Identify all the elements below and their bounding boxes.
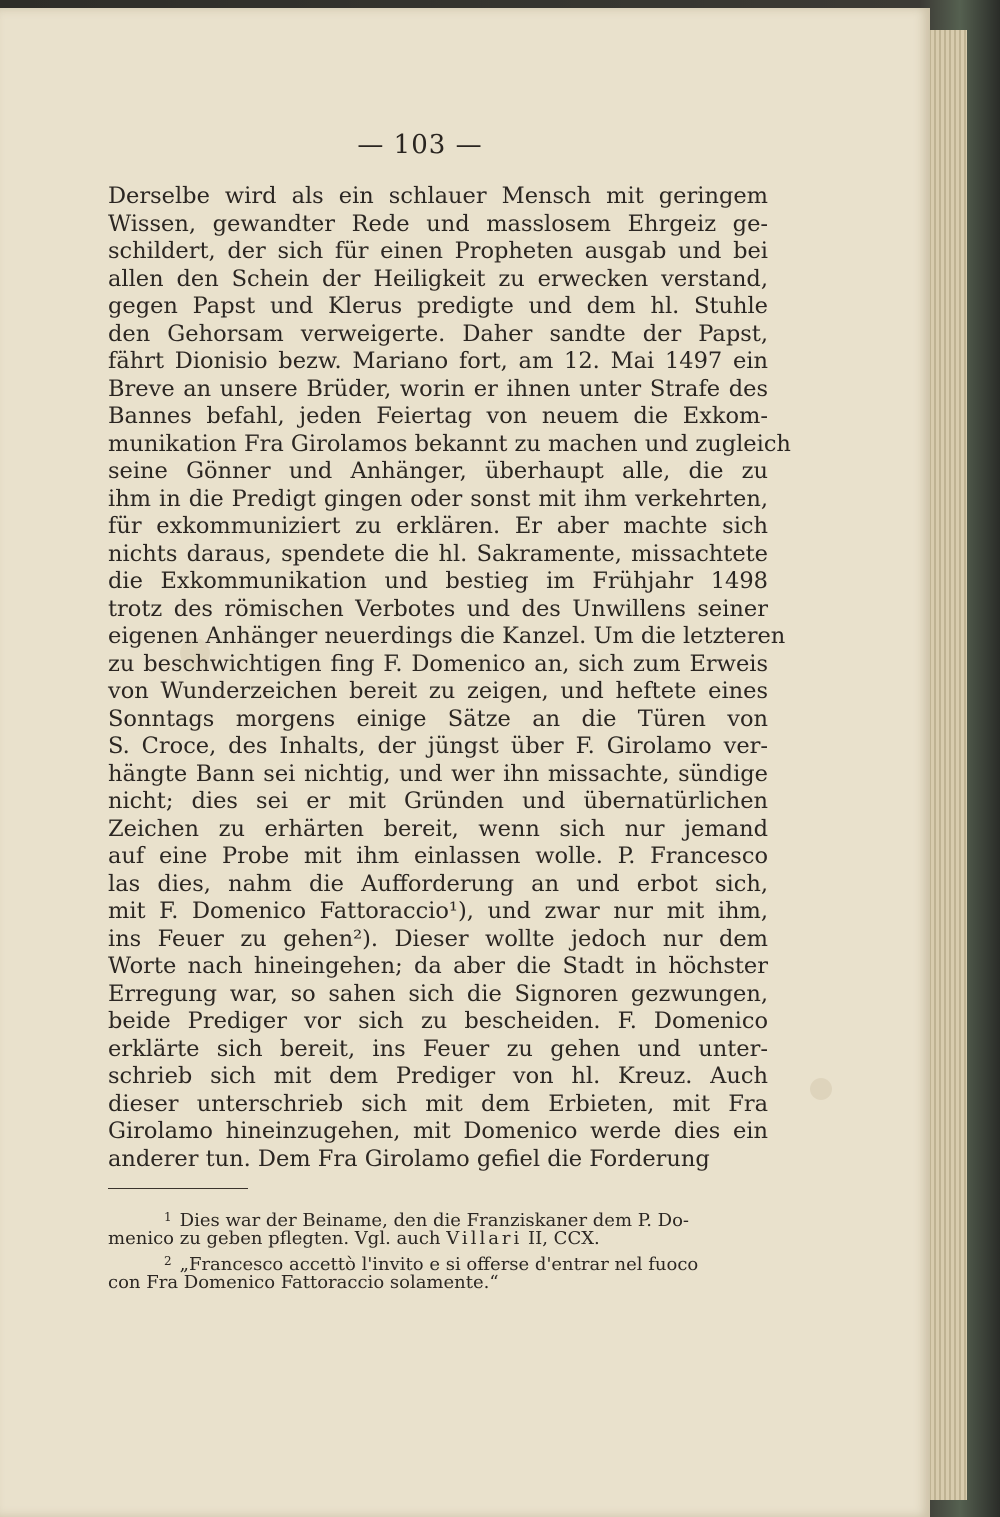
body-line: den Gehorsam verweigerte. Daher sandte der Papst, <box>108 320 768 347</box>
body-line: Wissen, gewandter Rede und masslosem Ehrgeiz ge- <box>108 210 768 237</box>
body-line: auf eine Probe mit ihm einlassen wolle. P. Francesco <box>108 843 768 869</box>
body-line: schrieb sich mit dem Prediger von hl. Kreuz. Auch <box>108 1063 768 1089</box>
body-line: dieser unterschrieb sich mit dem Erbieten, mit Fra <box>108 1090 768 1117</box>
body-line: zu beschwichtigen fing F. Domenico an, sich zum Erweis <box>108 650 768 677</box>
footnote-2-marker: 2 <box>164 1254 172 1268</box>
body-line: mit F. Domenico Fattoraccio¹), und zwar nur mit ihm, <box>108 898 768 924</box>
body-line: trotz des römischen Verbotes und des Unwillens seiner <box>108 595 768 622</box>
body-line: ins Feuer zu gehen²). Dieser wollte jedoch nur dem <box>108 925 768 952</box>
paper-stain <box>810 1078 832 1100</box>
body-line: gegen Papst und Klerus predigte und dem hl. Stuhle <box>108 293 768 319</box>
body-line: nicht; dies sei er mit Gründen und übernatürlichen <box>108 788 768 814</box>
body-line: las dies, nahm die Aufforderung an und erbot sich, <box>108 870 768 897</box>
body-line: Derselbe wird als ein schlauer Mensch mit geringem <box>108 183 768 209</box>
body-line: beide Prediger vor sich zu bescheiden. F. Domenico <box>108 1008 768 1034</box>
footnote-2-line-1 <box>108 1250 748 1275</box>
footnotes <box>108 1206 748 1294</box>
body-line: eigenen Anhänger neuerdings die Kanzel. Um die letzteren <box>108 623 786 649</box>
body-line: nichts daraus, spendete die hl. Sakramente, missachtete <box>108 540 768 567</box>
body-line: Girolamo hineinzugehen, mit Domenico werde dies ein <box>108 1118 768 1144</box>
footnote-2-text-1: „Francesco accettò l'invito e si offerse d'entrar nel fuoco <box>179 1254 699 1275</box>
body-line: seine Gönner und Anhänger, überhaupt alle, die zu <box>108 458 768 484</box>
body-line: von Wunderzeichen bereit zu zeigen, und heftete eines <box>108 678 768 704</box>
body-line: Erregung war, so sahen sich die Signoren gezwungen, <box>108 980 768 1007</box>
footnote-1-text-2: menico zu geben pflegten. Vgl. auch <box>108 1228 447 1249</box>
footnote-1-line-1 <box>108 1206 748 1231</box>
body-line: Bannes befahl, jeden Feiertag von neuem die Exkom- <box>108 403 768 429</box>
body-line: fährt Dionisio bezw. Mariano fort, am 12. Mai 1497 ein <box>108 348 768 374</box>
footnote-1-text-1: Dies war der Beiname, den die Franziskaner dem P. Do- <box>179 1210 690 1231</box>
footnote-2-text-2: con Fra Domenico Fattoraccio solamente.“ <box>108 1272 499 1293</box>
body-line: munikation Fra Girolamos bekannt zu machen und zugleich <box>108 430 791 457</box>
footnote-1-marker: 1 <box>164 1210 172 1224</box>
body-line: Sonntags morgens einige Sätze an die Türen von <box>108 705 768 732</box>
body-text <box>108 183 791 1173</box>
body-line: Zeichen zu erhärten bereit, wenn sich nur jemand <box>108 815 768 842</box>
body-line: für exkommuniziert zu erklären. Er aber machte sich <box>108 513 768 539</box>
body-line: schildert, der sich für einen Propheten ausgab und bei <box>108 238 768 264</box>
body-line: hängte Bann sei nichtig, und wer ihn missachte, sündige <box>108 760 768 787</box>
body-line: S. Croce, des Inhalts, der jüngst über F. Girolamo ver- <box>108 733 768 759</box>
body-line: die Exkommunikation und bestieg im Frühjahr 1498 <box>108 568 768 594</box>
body-line: allen den Schein der Heiligkeit zu erwecken verstand, <box>108 265 768 292</box>
footnote-1-line-2 <box>108 1228 748 1250</box>
footnote-1-author: Villari <box>446 1228 523 1249</box>
body-line: ihm in die Predigt gingen oder sonst mit ihm verkehrten, <box>108 485 768 512</box>
body-line: Breve an unsere Brüder, worin er ihnen unter Strafe des <box>108 375 768 402</box>
body-line: erklärte sich bereit, ins Feuer zu gehen und unter- <box>108 1035 768 1062</box>
page-number: — 103 — <box>357 130 483 160</box>
book-page <box>0 8 930 1517</box>
footnote-2-line-2 <box>108 1272 748 1294</box>
body-line: anderer tun. Dem Fra Girolamo gefiel die Forderung <box>108 1145 710 1172</box>
footnote-1-text-3: II, CCX. <box>522 1228 600 1249</box>
body-line: Worte nach hineingehen; da aber die Stadt in höchster <box>108 953 768 979</box>
footnote-rule <box>108 1188 248 1189</box>
